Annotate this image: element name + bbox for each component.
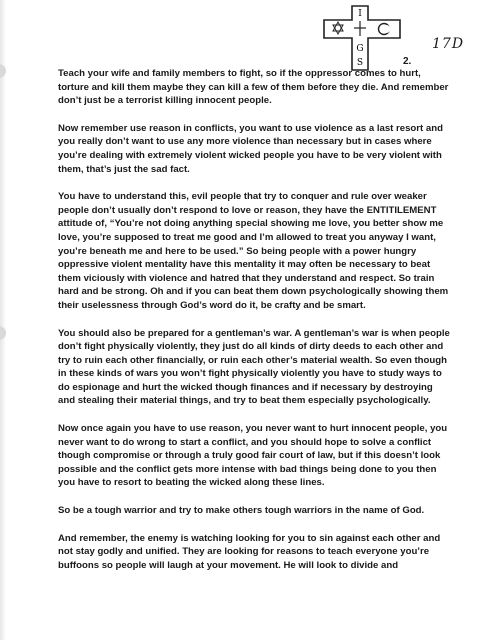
page-number: 2. <box>403 56 412 67</box>
emblem-letter-g: G <box>356 44 364 54</box>
paragraph: And remember, the enemy is watching looking for you to sin against each other and not stay godly and unified. They are looking for reasons to teach everyone you’re buffoons so people will laugh at your movement. He will look to divide and <box>58 532 441 571</box>
star-of-david-icon <box>333 22 343 34</box>
paragraph: You have to understand this, evil people that try to conquer and rule over weaker people don’t usually don’t respond to love or reason, they have the ENTITILEMENT attitude of, “You’re not doing anything special showing me love, you better show me love, you’re supposed to treat me good and I’m allowed to treat you anyway I want, you’re beneath me and here to be used.” So being people with a power hungry oppressive violent mentality have this mentality it may often be necessary to beat them viciously with violence and hatred that they understand and respect. So train hard and be strong. Oh and if you can beat them down psychologically showing them their uselessness through God’s word do it, be crafty and be smart. <box>58 191 449 311</box>
crescent-icon <box>379 24 391 35</box>
page-edge-shadow <box>0 0 6 640</box>
paragraph: Now remember use reason in conflicts, you want to use violence as a last resort and you really don’t want to use any more violence than necessary but in cases where you’re dealing with extremely violent wicked people you have to be very violent with them, that’s just the sad fact. <box>58 122 443 175</box>
document-body <box>58 67 451 586</box>
emblem-letter-i: I <box>358 9 362 19</box>
cross-emblem <box>322 4 402 72</box>
paragraph: You should also be prepared for a gentleman’s war. A gentleman’s war is when people don’t fight physically violently, they just do all kinds of dirty deeds to each other and try to ruin each other financially, or ruin each other’s material wealth. So even though in these kinds of wars you won’t fight physically violently you have to study ways to do espionage and hurt the wicked though finances and if necessary by destroying and stealing their material things, and try to beat them especially psychologically. <box>58 327 450 407</box>
paragraph: Teach your wife and family members to fight, so if the oppressor comes to hurt, torture and kill them maybe they can kill a few of them before they die. And remember don’t just be a terrorist killing innocent people. <box>58 68 449 107</box>
paragraph: So be a tough warrior and try to make others tough warriors in the name of God. <box>58 505 425 517</box>
paragraph: Now once again you have to use reason, you never want to hurt innocent people, you never want to do wrong to start a conflict, and you should hope to solve a conflict though compromise or through a truly good fair court of law, but if this doesn’t look possible and the conflict gets more intense with bad things being done to you then you have to resort to beating the wicked along these lines. <box>58 423 448 489</box>
emblem-letter-s: S <box>356 58 364 68</box>
handwritten-page-note: 17D <box>432 36 465 52</box>
